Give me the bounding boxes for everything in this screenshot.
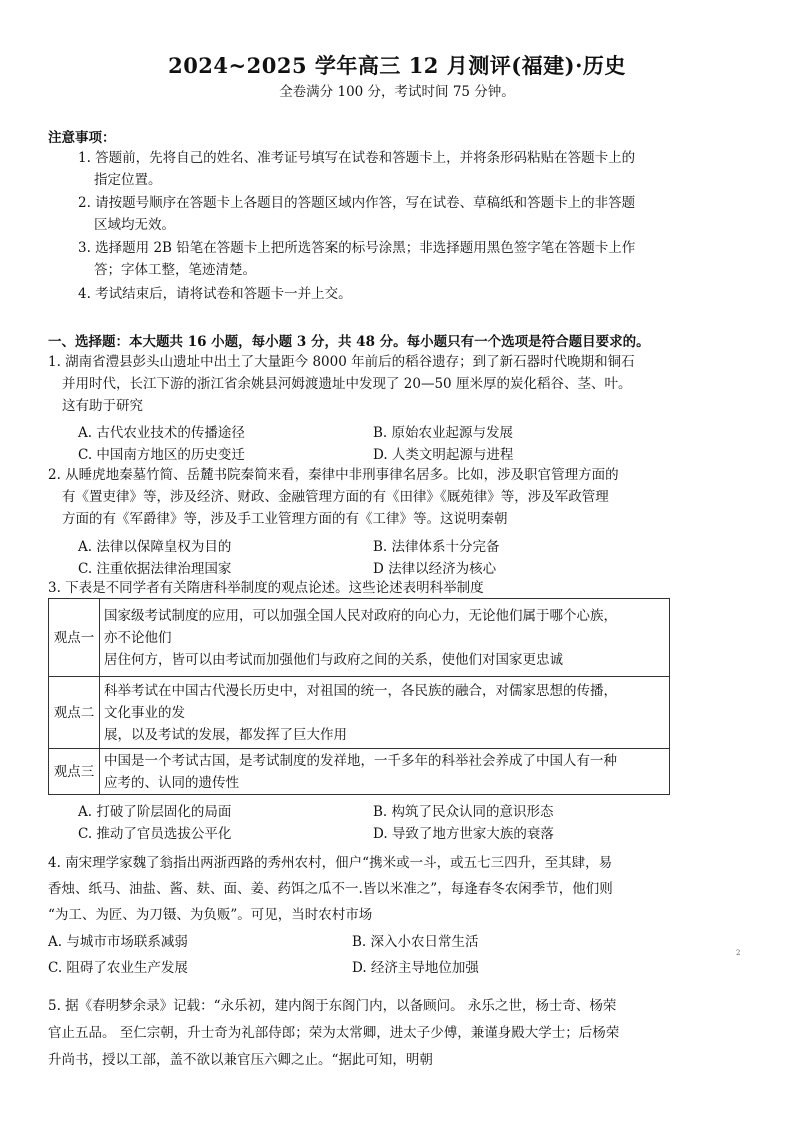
viewpoint-label: 观点三 xyxy=(49,749,100,795)
option-3c[interactable]: C. 推动了官员选拔公平化 xyxy=(78,826,232,842)
viewpoint-label: 观点二 xyxy=(49,677,100,749)
note-line: 指定位置。 xyxy=(94,172,162,188)
note-item-2 xyxy=(78,192,635,236)
table-row xyxy=(49,749,670,795)
page-mark: 2 xyxy=(736,949,741,957)
note-line: 区域均无效。 xyxy=(94,217,175,233)
stem-line: 有《置吏律》等，涉及经济、财政、金融管理方面的有《田律》《厩苑律》等，涉及军政管理 xyxy=(62,489,609,505)
stem-line: “为工、为匠、为刀镊、为负贩”。可见，当时农村市场 xyxy=(48,907,373,923)
viewpoint-line: 展，以及考试的发展，都发挥了巨大作用 xyxy=(104,726,347,743)
viewpoint-text xyxy=(100,677,670,749)
viewpoint-line: 文化事业的发 xyxy=(104,704,185,721)
option-2b[interactable]: B. 法律体系十分完备 xyxy=(373,539,500,555)
notes-heading: 注意事项： xyxy=(48,130,116,146)
viewpoint-line: 科举考试在中国古代漫长历史中，对祖国的统一，各民族的融合，对儒家思想的传播， xyxy=(104,682,617,699)
exam-title: 2024~2025 学年高三 12 月测评(福建)·历史 xyxy=(168,53,626,78)
option-3d[interactable]: D. 导致了地方世家大族的衰落 xyxy=(373,826,554,842)
viewpoint-line: 国家级考试制度的应用，可以加强全国人民对政府的向心力，无论他们属于哪个心族， xyxy=(104,607,617,624)
question-2-stem xyxy=(48,464,619,530)
viewpoint-line: 亦不论他们 xyxy=(104,629,172,646)
option-2c[interactable]: C. 注重依据法律治理国家 xyxy=(78,561,232,577)
option-2d[interactable]: D 法律以经济为核心 xyxy=(373,561,497,577)
note-line: 3. 选择题用 2B 铅笔在答题卡上把所选答案的标号涂黑；非选择题用黑色签字笔在答题卡上作 xyxy=(78,240,636,256)
option-4c[interactable]: C. 阻碍了农业生产发展 xyxy=(48,960,188,976)
viewpoint-label: 观点一 xyxy=(49,599,100,677)
stem-line: 2. 从睡虎地秦墓竹简、岳麓书院秦简来看，秦律中非刑事律名居多。比如，涉及职官管理方面的 xyxy=(48,467,619,483)
question-3-stem: 3. 下表是不同学者有关隋唐科举制度的观点论述。这些论述表明科举制度 xyxy=(48,580,484,596)
note-item-1 xyxy=(78,147,635,191)
option-3b[interactable]: B. 构筑了民众认同的意识形态 xyxy=(373,804,554,820)
viewpoint-line: 中国是一个考试古国，是考试制度的发祥地，一千多年的科举社会养成了中国人有一种 xyxy=(104,752,617,769)
option-2a[interactable]: A. 法律以保障皇权为目的 xyxy=(78,539,232,555)
stem-line: 5. 据《春明梦余录》记载：“永乐初，建内阁于东阁门内，以备顾问。 永乐之世，杨士奇、杨荣 xyxy=(48,998,617,1014)
option-4d[interactable]: D. 经济主导地位加强 xyxy=(352,960,479,976)
viewpoint-text xyxy=(100,749,670,795)
stem-line: 官止五品。 至仁宗朝，升士奇为礼部侍郎；荣为太常卿，进太子少傅，兼谨身殿大学士；后杨荣 xyxy=(48,1025,620,1041)
viewpoints-table xyxy=(48,598,670,795)
option-4b[interactable]: B. 深入小农日常生活 xyxy=(352,934,479,950)
option-4a[interactable]: A. 与城市市场联系减弱 xyxy=(48,934,188,950)
option-1c[interactable]: C. 中国南方地区的历史变迁 xyxy=(78,447,245,463)
viewpoint-line: 居住何方，皆可以由考试而加强他们与政府之间的关系，使他们对国家更忠诚 xyxy=(104,651,563,668)
table-row xyxy=(49,677,670,749)
note-line: 2. 请按题号顺序在答题卡上各题目的答题区域内作答，写在试卷、草稿纸和答题卡上的非答题 xyxy=(78,195,636,211)
exam-subtitle: 全卷满分 100 分，考试时间 75 分钟。 xyxy=(279,84,515,100)
note-item-3 xyxy=(78,237,635,281)
note-item-4 xyxy=(78,283,352,305)
section-heading: 一、选择题：本大题共 16 小题，每小题 3 分，共 48 分。每小题只有一个选项是符合题目要求的。 xyxy=(48,334,650,350)
stem-line: 4. 南宋理学家魏了翁指出两浙西路的秀州农村，佃户“携米或一斗，或五七三四升，至其肆，易 xyxy=(48,855,613,871)
viewpoint-line: 应考的、认同的遗传性 xyxy=(104,774,239,791)
option-1b[interactable]: B. 原始农业起源与发展 xyxy=(373,425,514,441)
stem-line: 1. 湖南省澧县彭头山遗址中出土了大量距今 8000 年前后的稻谷遗存；到了新石器时代晚期和铜石 xyxy=(48,354,635,370)
viewpoint-text xyxy=(100,599,670,677)
stem-line: 并用时代，长江下游的浙江省余姚县河姆渡遗址中发现了 20—50 厘米厚的炭化稻谷、茎、叶。 xyxy=(62,376,632,392)
question-5-stem xyxy=(48,993,619,1074)
note-line: 4. 考试结束后，请将试卷和答题卡一并上交。 xyxy=(78,286,352,302)
stem-line: 升尚书，授以工部，盖不欲以兼官压六卿之止。“据此可知，明朝 xyxy=(48,1052,433,1068)
option-1d[interactable]: D. 人类文明起源与进程 xyxy=(373,447,514,463)
question-1-stem xyxy=(48,351,635,417)
note-line: 答；字体工整，笔迹清楚。 xyxy=(94,262,256,278)
stem-line: 方面的有《军爵律》等，涉及手工业管理方面的有《工律》等。这说明秦朝 xyxy=(62,511,508,527)
option-3a[interactable]: A. 打破了阶层固化的局面 xyxy=(78,804,232,820)
question-4-stem xyxy=(48,850,613,928)
table-row xyxy=(49,599,670,677)
stem-line: 香烛、纸马、油盐、酱、麸、面、姜、药饵之瓜不一.皆以米准之”，每逢春冬农闲季节，他们则 xyxy=(48,881,613,897)
option-1a[interactable]: A. 古代农业技术的传播途径 xyxy=(78,425,245,441)
stem-line: 这有助于研究 xyxy=(62,398,143,414)
note-line: 1. 答题前，先将自己的姓名、准考证号填写在试卷和答题卡上，并将条形码粘贴在答题卡上的 xyxy=(78,150,636,166)
